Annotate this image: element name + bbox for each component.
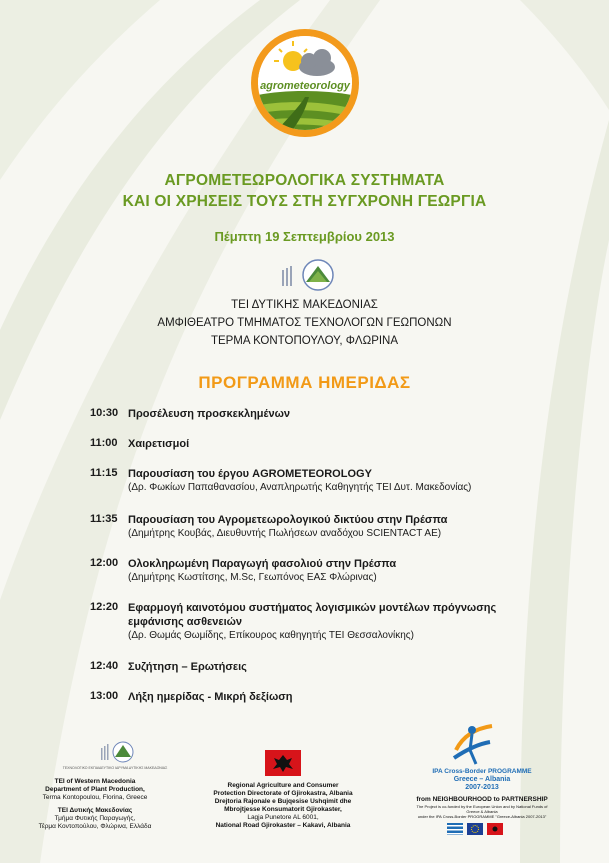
program-title-text: Εφαρμογή καινοτόμου συστήματος λογισμικών μοντέλων πρόγνωσης εμφάνισης ασθενειών (128, 602, 497, 628)
footer-left-en-name: TEI of Western Macedonia (54, 778, 136, 785)
program-speaker: (Δρ. Θωμάς Θωμίδης, Επίκουρος καθηγητής ΤΕΙ Θεσσαλονίκης) (128, 630, 414, 641)
footer-center-line-4: Mbrojtjesse Konsumatorit Gjirokaster, (224, 806, 342, 813)
footer-right-line-5: The Project is co-funded by the European Union and by National Funds of Greece & Albania (416, 804, 548, 814)
footer-left-en-dept: Department of Plant Production, (45, 786, 145, 793)
footer-center-line-5: Lagja Punetore AL 6001, (247, 814, 319, 821)
program-time: 11:00 (90, 437, 118, 449)
program-title-text: Παρουσίαση του έργου AGROMETEOROLOGY (128, 468, 372, 480)
greece-flag-icon (447, 823, 463, 835)
footer-left-gr-name: ΤΕΙ Δυτικής Μακεδονίας (57, 807, 133, 814)
footer-left-gr-dept: Τμήμα Φυτικής Παραγωγής, (54, 815, 136, 822)
svg-text:agrometeorology: agrometeorology (260, 80, 350, 92)
program-title: ΠΡΟΓΡΑΜΜΑ ΗΜΕΡΙΔΑΣ (198, 373, 411, 392)
footer-center (205, 782, 361, 830)
program-title-text: Συζήτηση – Ερωτήσεις (128, 661, 247, 673)
tei-footer-logo (100, 740, 134, 766)
program-title-text: Προσέλευση προσκεκλημένων (128, 408, 291, 420)
tei-logo (278, 258, 334, 292)
albania-small-flag-icon (487, 823, 503, 835)
albania-flag-icon (265, 750, 301, 776)
footer-left-gr-addr: Τέρμα Κοντοπούλου, Φλώρινα, Ελλάδα (38, 823, 152, 830)
venue-line-3: ΤΕΡΜΑ ΚΟΝΤΟΠΟΥΛΟΥ, ΦΛΩΡΙΝΑ (210, 335, 399, 347)
eu-flag-icon (467, 823, 483, 835)
flags-row (447, 822, 503, 834)
program-title-text: Χαιρετισμοί (128, 438, 190, 450)
footer-center-line-3: Drejtoria Rajonale e Bujqesise Ushqimit dhe (214, 798, 352, 805)
program-title-text: Παρουσίαση του Αγρομετεωρολογικού δικτύου στην Πρέσπα (128, 514, 448, 526)
program-speaker: (Δημήτρης Κωστίτσης, M.Sc, Γεωπόνος ΕΑΣ Φλώρινας) (128, 572, 377, 583)
ipa-programme-logo (450, 720, 496, 768)
program-time: 12:00 (90, 557, 119, 569)
event-date: Πέμπτη 19 Σεπτεμβρίου 2013 (214, 229, 395, 244)
footer-center-line-1: Regional Agriculture and Consumer (227, 782, 339, 789)
program-speaker: (Δρ. Φωκίων Παπαθανασίου, Αναπληρωτής Καθηγητής ΤΕΙ Δυτ. Μακεδονίας) (128, 482, 472, 493)
venue-line-1: ΤΕΙ ΔΥΤΙΚΗΣ ΜΑΚΕΔΟΝΙΑΣ (231, 299, 378, 311)
program-time: 11:35 (90, 513, 118, 525)
footer-right (412, 768, 552, 819)
program-time: 12:20 (90, 601, 119, 613)
tei-footer-logo-text: ΤΕΧΝΟΛΟΓΙΚΟ ΕΚΠΑΙΔΕΥΤΙΚΟ ΙΔΡΥΜΑ ΔΥΤΙΚΗΣ ΜΑΚΕΔΟΝΙΑΣ (62, 766, 168, 770)
footer-right-line-3: 2007-2013 (465, 784, 499, 791)
title-line-1: ΑΓΡΟΜΕΤΕΩΡΟΛΟΓΙΚΑ ΣΥΣΤΗΜΑΤΑ (164, 172, 445, 189)
program-title-text: Λήξη ημερίδας - Μικρή δεξίωση (128, 691, 293, 703)
title-line-2: ΚΑΙ ΟΙ ΧΡΗΣΕΙΣ ΤΟΥΣ ΣΤΗ ΣΥΓΧΡΟΝΗ ΓΕΩΡΓΙΑ (122, 193, 487, 210)
venue-line-2: ΑΜΦΙΘΕΑΤΡΟ ΤΜΗΜΑΤΟΣ ΤΕΧΝΟΛΟΓΩΝ ΓΕΩΠΟΝΩΝ (157, 317, 452, 329)
footer-center-line-6: National Road Gjirokaster – Kakavi, Albania (215, 822, 351, 829)
footer-right-line-2: Greece – Albania (453, 776, 511, 783)
program-title-text: Ολοκληρωμένη Παραγωγή φασολιού στην Πρέσπα (128, 558, 397, 570)
footer-right-line-4: from NEIGHBOURHOOD to PARTNERSHIP (416, 796, 548, 803)
footer-right-line-1: IPA Cross-Border PROGRAMME (432, 768, 532, 775)
program-time: 12:40 (90, 660, 119, 672)
program-time: 13:00 (90, 690, 119, 702)
program-time: 11:15 (90, 467, 118, 479)
footer-right-line-6: under the IPA Cross-Border PROGRAMME "Greece-Albania 2007-2013" (417, 814, 547, 819)
program-time: 10:30 (90, 407, 119, 419)
footer-left (30, 778, 160, 831)
program-speaker: (Δημήτρης Κουβάς, Διευθυντής Πωλήσεων αναδόχου SCIENTACT AE) (128, 528, 442, 539)
footer-left-en-addr: Terma Kontopoulou, Florina, Greece (42, 794, 148, 801)
footer-center-line-2: Protection Directorate of Gjirokastra, Albania (213, 790, 353, 797)
agrometeorology-logo (249, 27, 361, 139)
